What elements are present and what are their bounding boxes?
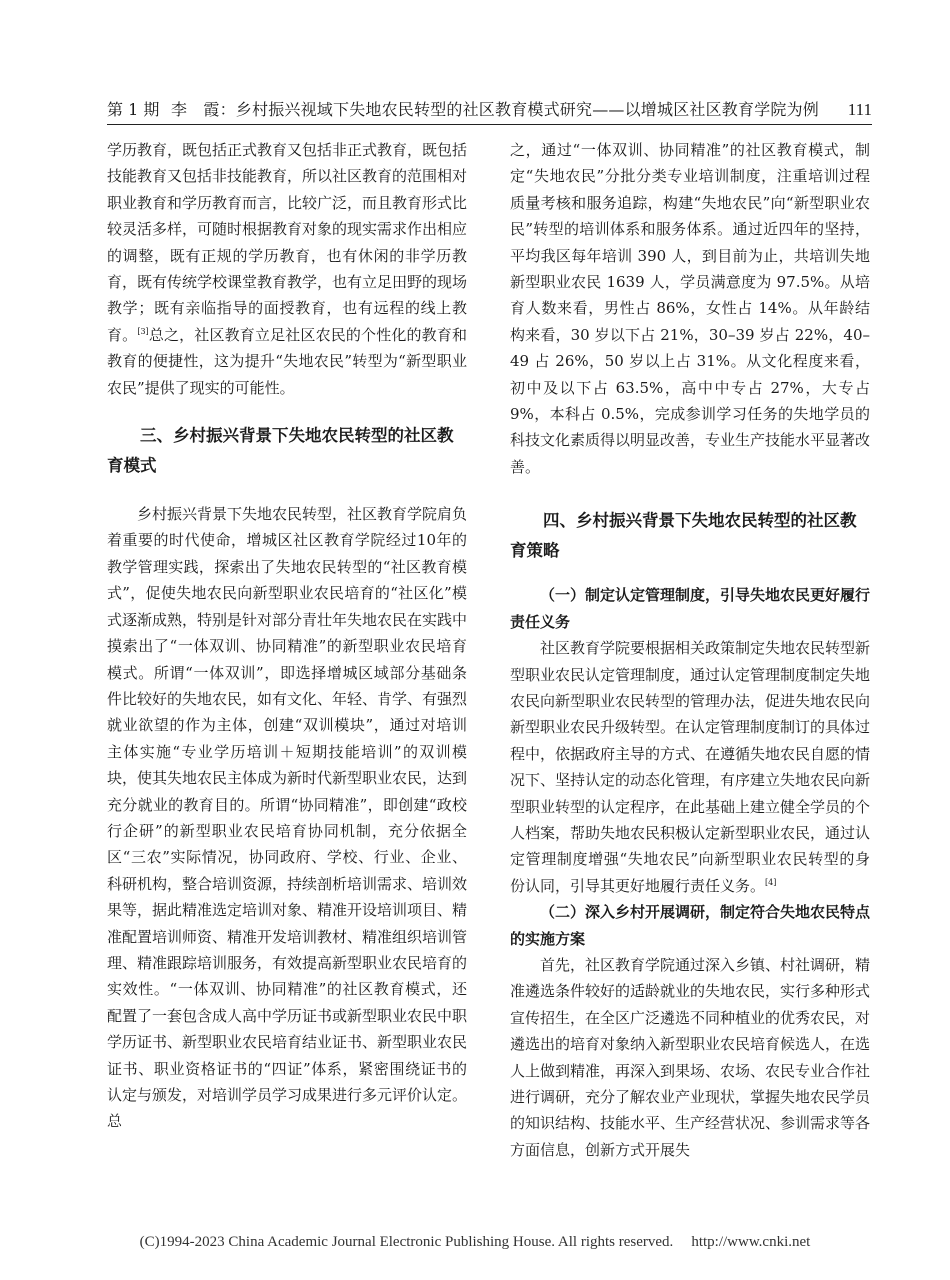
running-header	[107, 100, 872, 125]
section-heading-4: 四、乡村振兴背景下失地农民转型的社区教育策略	[510, 511, 857, 561]
right-column	[510, 137, 870, 1163]
paragraph: 乡村振兴背景下失地农民转型，社区教育学院肩负着重要的时代使命，增城区社区教育学院经过10年的教学管理实践，探索出了失地农民转型的“社区教育模式”，促使失地农民向新型职业农民培育的“社区化”模式逐渐成熟，特别是针对部分青壮年失地农民在实践中摸索出了“一体双训、协同精准”的新型职业农民培育模式。所谓“一体双训”，即选择增城区域部分基础条件比较好的失地农民，如有文化、年轻、肯学、有强烈就业欲望的作为主体，创建“双训模块”，通过对培训主体实施“专业学历培训＋短期技能培训”的双训模块，使其失地农民主体成为新时代新型职业农民，达到充分就业的教育目的。所谓“协同精准”，即创建“政校行企研”的新型职业农民培育协同机制，充分依据全区“三农”实际情况，协同政府、学校、行业、企业、科研机构，整合培训资源，持续剖析培训需求、培训效果等，据此精准选定培训对象、精准开设培训项目、精准配置培训师资、精准开发培训教材、精准组织培训管理、精准跟踪培训服务，有效提高新型职业农民培育的实效性。“一体双训、协同精准”的社区教育模式，还配置了一套包含成人高中学历证书或新型职业农民中职学历证书、新型职业农民培育结业证书、新型职业农民证书、职业资格证书的“四证”体系，紧密围绕证书的认定与颁发，对培训学员学习成果进行多元评价认定。总	[107, 505, 468, 1131]
page-number: 111	[847, 100, 872, 119]
section-heading-3: 三、乡村振兴背景下失地农民转型的社区教育模式	[107, 426, 454, 476]
citation-ref[interactable]: [3]	[137, 326, 149, 336]
copyright-text: (C)1994-2023 China Academic Journal Electronic Publishing House. All rights reserved.	[139, 1234, 674, 1250]
paragraph: 学历教育，既包括正式教育又包括非正式教育，既包括技能教育又包括非技能教育，所以社区教育的范围相对职业教育和学历教育而言，比较广泛，而且教育形式比较灵活多样，可随时根据教育对象的现实需求作出相应的调整，既有正规的学历教育，也有休闲的非学历教育，既有传统学校课堂教育教学，也有立足田野的现场教学；既有亲临指导的面授教育，也有远程的线上教育。[3]总之，社区教育立足社区农民的个性化的教育和教育的便捷性，这为提升“失地农民”转型为“新型职业农民”提供了现实的可能性。	[107, 141, 468, 397]
left-column	[107, 137, 467, 1135]
copyright-footer	[0, 1234, 950, 1251]
footer-url[interactable]: http://www.cnki.net	[691, 1234, 811, 1250]
paragraph: 社区教育学院要根据相关政策制定失地农民转型新型职业农民认定管理制度，通过认定管理制度制定失地农民向新型职业农民转型的管理办法，促进失地农民向新型职业农民升级转型。在认定管理制度制订的具体过程中，依据政府主导的方式、在遵循失地农民自愿的情况下、坚持认定的动态化管理，有序建立失地农民向新型职业转型的认定程序，在此基础上建立健全学员的个人档案，帮助失地农民积极认定新型职业农民，通过认定管理制度增强“失地农民”向新型职业农民转型的身份认同，引导其更好地履行责任义务。[4]	[510, 639, 871, 895]
subsection-heading-1: （一）制定认定管理制度，引导失地农民更好履行责任义务	[510, 586, 871, 631]
subsection-heading-2: （二）深入乡村开展调研，制定符合失地农民特点的实施方案	[510, 903, 871, 948]
issue-number: 第 1 期	[107, 100, 160, 119]
citation-ref[interactable]: [4]	[765, 877, 777, 887]
running-title: 李 霞：乡村振兴视域下失地农民转型的社区教育模式研究——以增城区社区教育学院为例	[171, 100, 820, 119]
paragraph: 之，通过“一体双训、协同精准”的社区教育模式，制定“失地农民”分批分类专业培训制度，注重培训过程质量考核和服务追踪，构建“失地农民”向“新型职业农民”转型的培训体系和服务体系。通过近四年的坚持，平均我区每年培训 390 人，到目前为止，共培训失地新型职业农民 1639 人，学员满意度为 97.5%。从培育人数来看，男性占 86%，女性占 14%。从年龄结构来看，30 岁以下占 21%，30–39 岁占 22%，40–49 占 26%，50 岁以上占 31%。从文化程度来看，初中及以下占 63.5%，高中中专占 27%，大专占 9%，本科占 0.5%，完成参训学习任务的失地学员的科技文化素质得以明显改善，专业生产技能水平显著改善。	[510, 141, 871, 476]
paragraph: 首先，社区教育学院通过深入乡镇、村社调研，精准遴选条件较好的适龄就业的失地农民，实行多种形式宣传招生，在全区广泛遴选不同种植业的优秀农民，对遴选出的培育对象纳入新型职业农民培育候选人，在选人上做到精准，再深入到果场、农场、农民专业合作社进行调研，充分了解农业产业现状，掌握失地农民学员的知识结构、技能水平、生产经营状况、参训需求等各方面信息，创新方式开展失	[510, 955, 871, 1159]
